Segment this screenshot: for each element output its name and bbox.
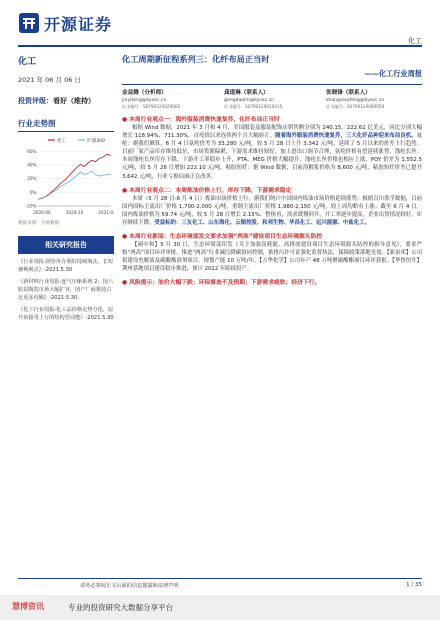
report-title: 化工周期新征程系列三：化纤布局正当时: [122, 54, 270, 64]
huibo-logo: 慧博资讯: [12, 602, 44, 611]
section-body: [122, 241, 422, 273]
section-text-2: 受益标的：三友化工、山东海化、云图控股、和邦生物、华昌化工、远兴能源、中盐化工。: [154, 219, 370, 226]
series-line-1: [38, 171, 111, 199]
analyst-name: 金益腾（分析师）: [122, 90, 167, 96]
analyst-cert: 证书编号：S0790520020002: [122, 104, 181, 109]
x-tick-label: 2021-02: [98, 210, 114, 215]
analyst: [122, 88, 218, 110]
footer-divider: [18, 578, 422, 579]
section-body: [122, 195, 422, 227]
analyst-email[interactable]: zhangxiaofeng@kysec.cn: [326, 98, 385, 103]
investment-rating: [18, 96, 114, 106]
related-list: [18, 258, 114, 322]
analyst-cert: 证书编号：S0790120010015: [224, 104, 283, 109]
section-heading: ● 本周行业新闻：生态环境部发文要求加强“两高”建设项目生态环境源头防控: [122, 234, 323, 241]
section-risk: [122, 279, 422, 287]
x-tick-label: 2020-10: [65, 210, 84, 215]
analyst-email[interactable]: gongdaolin@kysec.cn: [224, 98, 275, 103]
section-text: 本周（5 月 28 日-6 月 4 日）炼油市场价格上行，据我们统计中国国内炼油市场价格延续涨势。根据百川盈孚数据，目前国内国标主流出厂价格 1,700-2,000 元/吨，重钢主流出厂价格 1,980-2,150 元/吨，较上周均略有上涨；截至 6 月 4 日，国内炼油价格为 59.74 元/吨，较 5 月 28 日增长 2.15%。整体看，需求缓慢回升，开工率逐步提高，企业出货情况较好，库存继续下降。: [122, 195, 422, 226]
main-content: [122, 54, 422, 287]
sidebar: [18, 54, 114, 326]
y-tick-label: 20%: [27, 176, 37, 182]
related-item[interactable]: 《行业周报-锂价库存利好持续淘汰，长短兼利观点》-2021.5.30: [18, 259, 114, 273]
section-body: [122, 124, 422, 181]
logo-text: 开源证券: [44, 15, 113, 34]
section-text: 【硕中和】5 月 30 日，生态环境部印发《关于加强高耗能、高排放建设项目生态环境源头防控的指导意见》，要求严格“两高”项目环评审批，推进“两高”行业减污降碳协同控制，依排污许可证强化监督执法，保障政策落地见效。: [122, 242, 422, 257]
chart-source: 数据来源：贝格数据: [18, 221, 60, 226]
trend-chart: [18, 134, 114, 220]
section-text: 根据 Wind 数据，2021 年 3 月和 4 月，美国服装及服装配饰店销售额分别为 240.15、222.62 亿美元，同比分别大幅增长 118.94%、711.30%，自疫情以来连续两个月大幅转正。: [122, 125, 422, 140]
legend-label: 化工: [57, 139, 67, 144]
related-item[interactable]: 《新材料行业周报-连气压缩系列 2：国六暗泵陶瓷市场大幅扩容，国产厂商将迎占比更多份额》-2021.5.30: [18, 279, 114, 301]
industry-label: 化工: [18, 57, 37, 67]
section-heading: ● 本周行业观点二：本周炼油价格上行，库存下降，下游需求稳定: [122, 187, 292, 194]
section-view-2: [122, 187, 422, 227]
section-text-2: 氨纶：据我们测算，6 月 4 日氨纶价差为 33,280 元/吨，较 5 月 28 日上升 3,342 元/吨，延续了 5 月以来的价差上行趋势。目前厂家产品库存维持低位，市场货源偏紧，下游需求维持较好，加上进出口调节合理，氨纶价格有望延续涨势。涤纶长丝：本周涤纶长丝库存下降，下游开工率稳步上升，PTA、MEG 价格大幅提升，涤纶长丝价格也相应上涨，POY 价差为 1,552.5 元/吨，较 5 月 28 日增加 222.10 元/吨。粘胶短纤：据 Wind 数据，目前溶解浆价格为 8,600 元/吨，粘胶短纤价差已提升 3,642 元/吨，行业亏损局面正在改善。: [122, 133, 422, 180]
analyst-email[interactable]: jinyiteng@kysec.cn: [122, 98, 167, 103]
rating-label: 投资评级：: [18, 97, 53, 105]
y-tick-label: 0%: [29, 189, 37, 195]
related-item[interactable]: 《化工行业周报-化工品价格走势分化，原开始接受上行的结构型动能》-2021.5.30: [18, 307, 114, 321]
y-tick-label: 40%: [27, 162, 37, 168]
analyst-cert: 证书编号：S0790120080059: [326, 104, 385, 109]
analyst-row: [122, 84, 422, 110]
y-tick-label: -20%: [25, 203, 37, 209]
section-heading: ● 本周行业观点一：海外服装消费快速复苏，化纤布局正当时: [122, 117, 280, 123]
header-category: 化工: [408, 37, 422, 45]
kaiyuan-logo-icon: [18, 12, 40, 34]
trend-heading: 行业走势图: [18, 118, 114, 132]
y-tick-label: 60%: [27, 148, 37, 154]
page-number: 1 / 35: [406, 582, 422, 588]
related-heading: 相关研究报告: [18, 236, 114, 254]
section-view-1: [122, 116, 422, 181]
report-subtitle: ——化工行业周报: [364, 69, 422, 78]
report-date: 2021 年 06 月 06 日: [18, 76, 81, 84]
analyst: [224, 88, 320, 110]
huibo-slogan: 专业的投资研究大数据分享平台: [68, 603, 173, 612]
section-news: [122, 233, 422, 273]
analyst-name: 张晓锋（联系人）: [326, 90, 371, 96]
rating-value: 看好（维持）: [53, 97, 95, 105]
legend-label: 沪深300: [87, 139, 105, 144]
x-tick-label: 2020-06: [33, 210, 51, 215]
section-heading: ● 风险提示：油价大幅下跌；环保督查不及预期；下游需求疲软；经济下行。: [122, 280, 321, 287]
analyst-name: 龚道琳（联系人）: [224, 90, 269, 96]
footer-disclaimer: 请务必参阅正文后面的信息披露和法律声明: [80, 583, 179, 589]
section-highlight: 随着海外服装消费快速复苏，三大化纤品种迎来布局良机。: [275, 133, 417, 140]
analyst: [326, 88, 422, 110]
trend-chart-svg: [18, 134, 114, 220]
header-divider: [18, 45, 422, 47]
page-header: [0, 0, 440, 46]
watermark-bar: [0, 595, 440, 620]
section-text-2: 【新宙邦】公司拟建设电解液及碳酸酯溶剂项目，规划产能 10 万吨/年。【万华化学】公司年产 48 万吨聚碳酸酯项目环评获批。【华鲁恒升】荆州基地项目建设稳步推进，预计 2022 年陆续投产。: [122, 250, 423, 273]
